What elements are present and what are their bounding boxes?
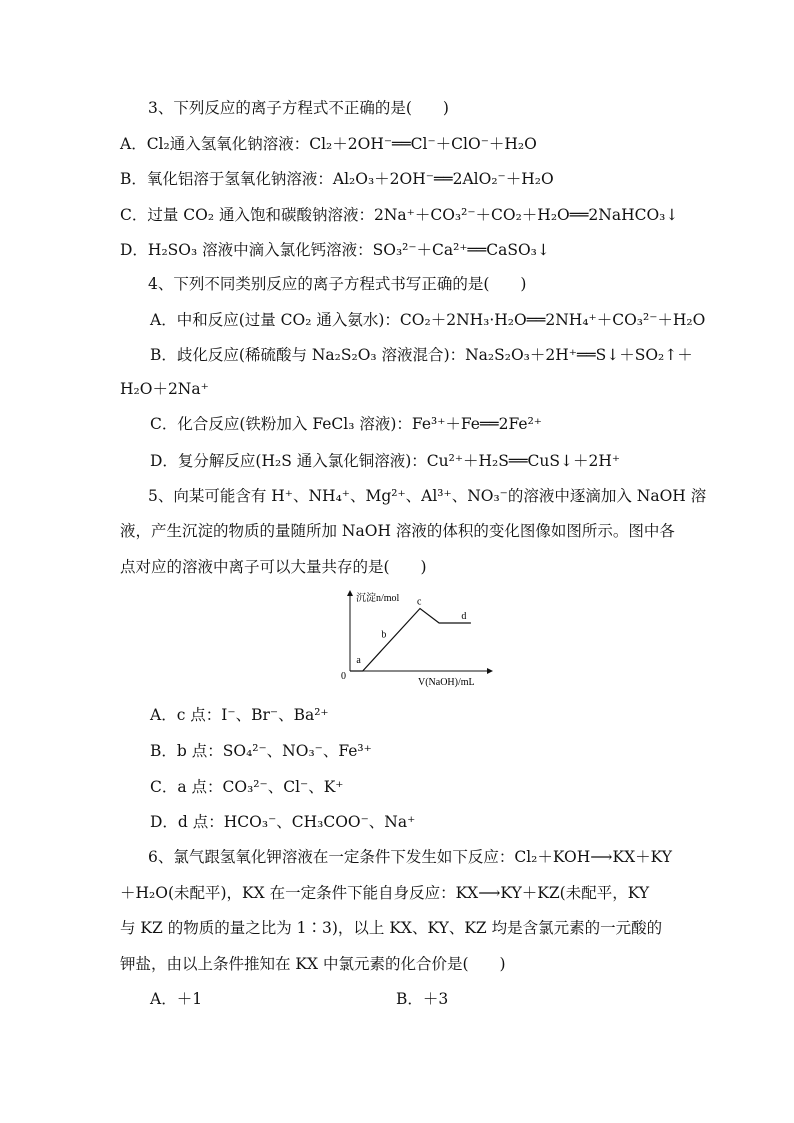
q5-option-c: C．a 点：CO₃²⁻、Cl⁻、K⁺	[150, 778, 344, 796]
q6-option-b: B．＋3	[396, 990, 449, 1008]
y-axis-label: 沉淀n/mol	[356, 593, 400, 604]
q4-option-b-line2: H₂O＋2Na⁺	[120, 380, 209, 398]
q4-option-b-line1: B．歧化反应(稀硫酸与 Na₂S₂O₃ 溶液混合)：Na₂S₂O₃＋2H⁺══S↓＋SO₂↑＋	[150, 346, 693, 364]
q6-stem-line4: 钾盐，由以上条件推知在 KX 中氯元素的化合价是( )	[120, 955, 506, 973]
q6-option-a: A．＋1	[150, 990, 203, 1008]
q6-stem-line2: ＋H₂O(未配平)，KX 在一定条件下能自身反应：KX⟶KY＋KZ(未配平，KY	[120, 884, 650, 902]
q6-stem-line1: 6、氯气跟氢氧化钾溶液在一定条件下发生如下反应：Cl₂＋KOH⟶KX＋KY	[148, 848, 673, 866]
point-label-b: b	[381, 629, 387, 641]
q5-option-a: A．c 点：I⁻、Br⁻、Ba²⁺	[150, 706, 329, 724]
q5-option-b: B．b 点：SO₄²⁻、NO₃⁻、Fe³⁺	[150, 742, 372, 760]
q4-option-d: D．复分解反应(H₂S 通入氯化铜溶液)：Cu²⁺＋H₂S══CuS↓＋2H⁺	[150, 452, 621, 470]
q6-stem-line3: 与 KZ 的物质的量之比为 1∶3)，以上 KX、KY、KZ 均是含氯元素的一元酸的	[120, 919, 663, 937]
q5-option-d: D．d 点：HCO₃⁻、CH₃COO⁻、Na⁺	[150, 813, 416, 831]
q5-stem-line2: 液，产生沉淀的物质的量随所加 NaOH 溶液的体积的变化图像如图所示。图中各	[120, 522, 675, 540]
q4-stem: 4、下列不同类别反应的离子方程式书写正确的是( )	[148, 275, 527, 293]
point-label-d: d	[461, 611, 467, 622]
x-axis-label: V(NaOH)/mL	[418, 677, 475, 688]
precipitate-vs-naoh-chart	[336, 585, 496, 691]
q3-option-c: C．过量 CO₂ 通入饱和碳酸钠溶液：2Na⁺＋CO₃²⁻＋CO₂＋H₂O══2NaHCO₃↓	[120, 206, 679, 224]
q5-stem-line1: 5、向某可能含有 H⁺、NH₄⁺、Mg²⁺、Al³⁺、NO₃⁻的溶液中逐滴加入 NaOH 溶	[148, 487, 707, 505]
q4-option-c: C．化合反应(铁粉加入 FeCl₃ 溶液)：Fe³⁺＋Fe══2Fe²⁺	[150, 415, 542, 433]
q3-stem: 3、下列反应的离子方程式不正确的是( )	[148, 99, 449, 117]
q5-stem-line3: 点对应的溶液中离子可以大量共存的是( )	[120, 558, 427, 576]
precipitate-curve	[350, 609, 471, 672]
point-label-a: a	[356, 655, 361, 666]
point-label-c: c	[417, 596, 422, 608]
q3-option-b: B．氧化铝溶于氢氧化钠溶液：Al₂O₃＋2OH⁻══2AlO₂⁻＋H₂O	[120, 170, 554, 188]
q4-option-a: A．中和反应(过量 CO₂ 通入氨水)：CO₂＋2NH₃·H₂O══2NH₄⁺＋CO₃²⁻＋H₂O	[150, 311, 706, 329]
q3-option-d: D．H₂SO₃ 溶液中滴入氯化钙溶液：SO₃²⁻＋Ca²⁺══CaSO₃↓	[120, 241, 550, 259]
origin-label: 0	[341, 671, 346, 682]
q3-option-a: A．Cl₂通入氢氧化钠溶液：Cl₂＋2OH⁻══Cl⁻＋ClO⁻＋H₂O	[120, 135, 537, 153]
